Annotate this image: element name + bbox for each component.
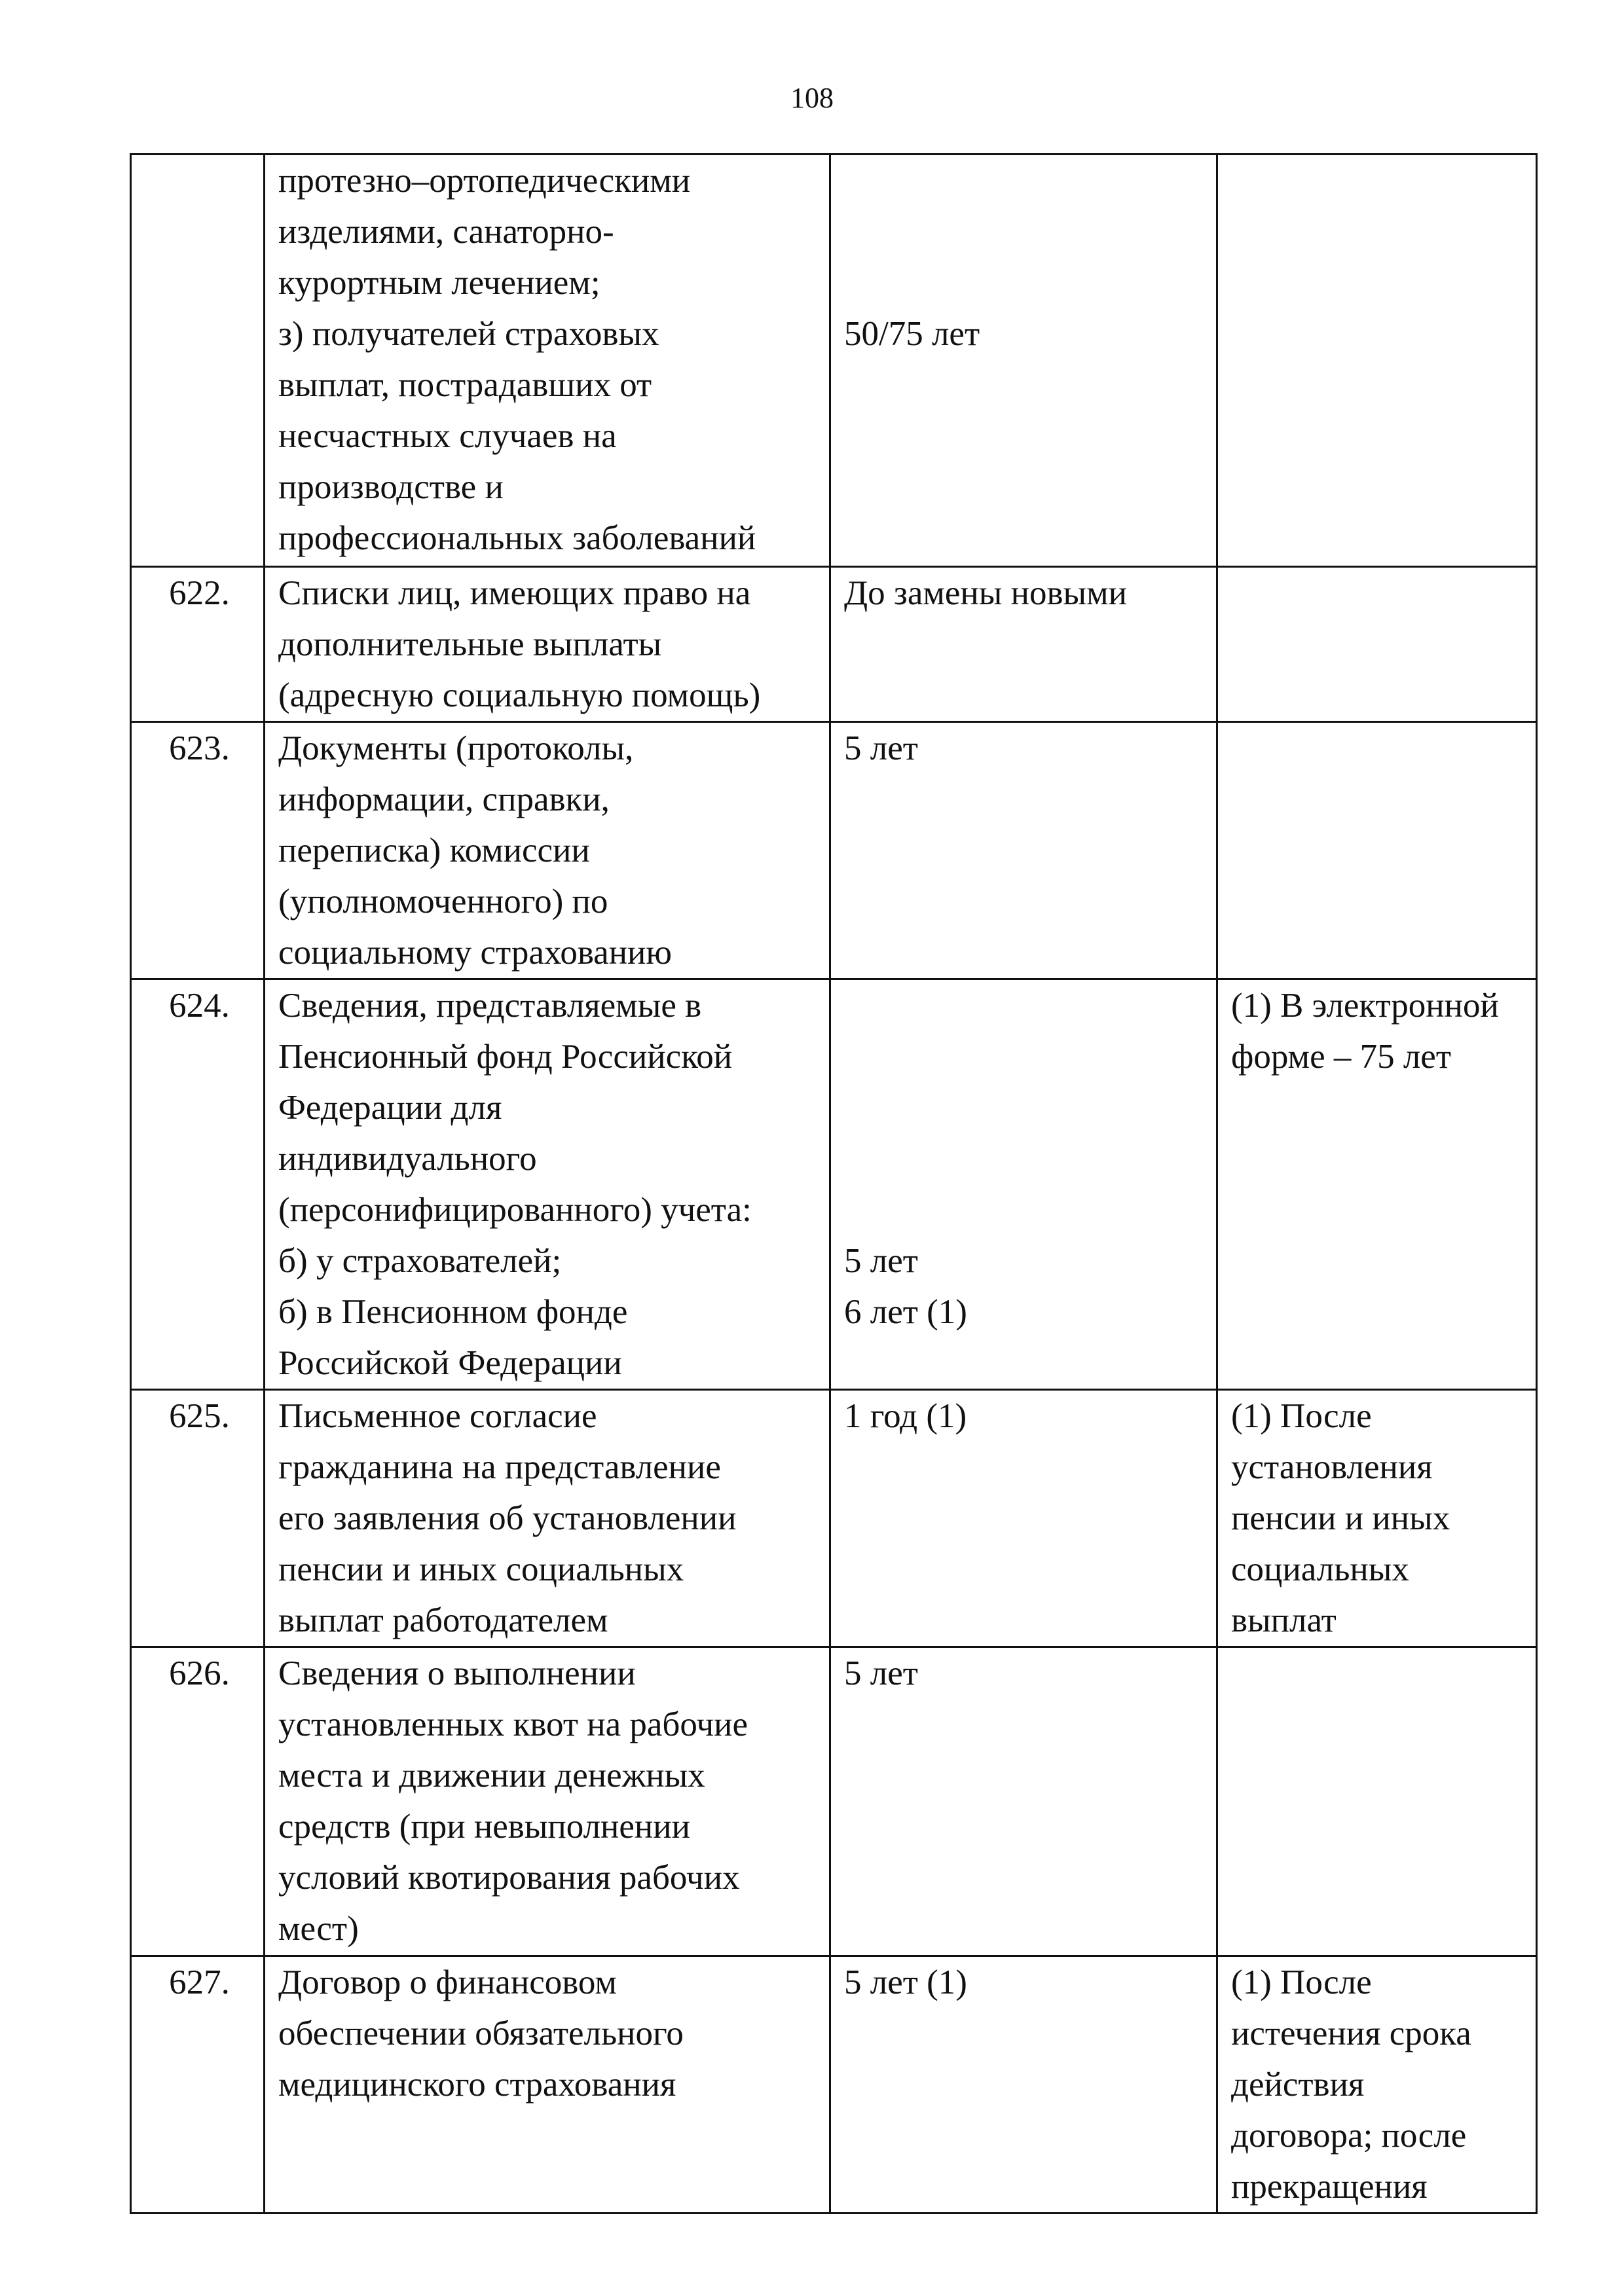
name-line: б) у страхователей; [278,1242,562,1280]
note-line: социальных [1231,1550,1409,1588]
term-line: 6 лет (1) [844,1293,967,1331]
note-line: форме – 75 лет [1231,1038,1451,1076]
row-note-cell [1217,1647,1537,1956]
row-number-cell: 627. [131,1956,265,2214]
row-number-cell: 623. [131,722,265,979]
name-line: социальному страхованию [278,934,673,972]
name-line: установленных квот на рабочие [278,1705,748,1743]
name-line: протезно–ортопедическими [278,162,691,200]
page-number: 108 [790,82,834,114]
row-name-cell [265,567,830,722]
note-line: действия [1231,2066,1365,2104]
name-line: его заявления об установлении [278,1499,737,1537]
table-row [131,155,1537,567]
name-line: индивидуального [278,1140,537,1178]
row-number-cell: 626. [131,1647,265,1956]
row-name-cell [265,722,830,979]
row-note-cell [1217,1390,1537,1647]
note-line: договора; после [1231,2117,1467,2155]
term-line: 5 лет [844,1654,918,1692]
note-line: истечения срока [1231,2014,1471,2052]
row-term-cell [830,979,1217,1390]
name-line: Российской Федерации [278,1344,622,1382]
name-line: курортным лечением; [278,264,600,302]
name-line: мест) [278,1910,359,1948]
name-line: профессиональных заболеваний [278,519,756,557]
name-line: Федерации для [278,1089,502,1127]
row-term-cell [830,155,1217,567]
row-term-cell [830,722,1217,979]
name-line: производстве и [278,468,504,506]
name-line: Списки лиц, имеющих право на [278,574,751,612]
name-line: средств (при невыполнении [278,1808,691,1846]
term-line: 5 лет [844,729,918,767]
name-line: Документы (протоколы, [278,729,634,767]
name-line: дополнительные выплаты [278,625,662,663]
name-line: Договор о финансовом [278,1963,617,2001]
note-line: выплат [1231,1601,1337,1639]
records-retention-table [130,153,1538,2214]
row-number-cell [131,155,265,567]
row-term-cell [830,1390,1217,1647]
row-term-cell [830,567,1217,722]
term-line: 1 год (1) [844,1397,967,1435]
name-line: несчастных случаев на [278,417,617,455]
table-row [131,979,1537,1390]
term-spacer [844,1082,1207,1133]
term-spacer [844,155,1207,206]
row-note-cell [1217,567,1537,722]
name-line: переписка) комиссии [278,831,590,869]
term-spacer [844,1184,1207,1235]
term-line: До замены новыми [844,574,1128,612]
term-spacer [844,980,1207,1031]
row-number-cell: 624. [131,979,265,1390]
name-line: Пенсионный фонд Российской [278,1038,733,1076]
name-line: (адресную социальную помощь) [278,676,761,714]
term-spacer [844,1133,1207,1184]
table-row [131,567,1537,722]
name-line: б) в Пенсионном фонде [278,1293,628,1331]
row-term-cell [830,1647,1217,1956]
name-line: выплат, пострадавших от [278,366,652,404]
name-line: гражданина на представление [278,1448,721,1486]
name-line: изделиями, санаторно- [278,213,614,251]
note-line: (1) После [1231,1963,1372,2001]
row-term-cell [830,1956,1217,2214]
term-spacer [844,257,1207,308]
table-row [131,1647,1537,1956]
row-note-cell [1217,1956,1537,2214]
note-line: пенсии и иных [1231,1499,1450,1537]
row-note-cell [1217,722,1537,979]
name-line: Сведения, представляемые в [278,987,702,1025]
row-name-cell [265,155,830,567]
table-row [131,1956,1537,2214]
name-line: з) получателей страховых [278,315,659,353]
note-line: (1) В электронной [1231,987,1499,1025]
name-line: медицинского страхования [278,2066,676,2104]
name-line: обеспечении обязательного [278,2014,684,2052]
term-line: 5 лет (1) [844,1963,967,2001]
name-line: Письменное согласие [278,1397,597,1435]
row-name-cell [265,1956,830,2214]
note-line: (1) После [1231,1397,1372,1435]
row-name-cell [265,979,830,1390]
table-row [131,1390,1537,1647]
row-number-cell: 625. [131,1390,265,1647]
row-name-cell [265,1647,830,1956]
note-line: установления [1231,1448,1433,1486]
name-line: места и движении денежных [278,1757,705,1795]
row-note-cell [1217,979,1537,1390]
row-number-cell: 622. [131,567,265,722]
name-line: выплат работодателем [278,1601,608,1639]
table-row [131,722,1537,979]
name-line: (персонифицированного) учета: [278,1191,752,1229]
term-line: 5 лет [844,1242,918,1280]
name-line: пенсии и иных социальных [278,1550,684,1588]
table-body [131,155,1537,2214]
name-line: информации, справки, [278,780,610,818]
note-line: прекращения [1231,2168,1428,2206]
term-line: 50/75 лет [844,315,980,353]
name-line: (уполномоченного) по [278,883,608,920]
row-note-cell [1217,155,1537,567]
name-line: Сведения о выполнении [278,1654,636,1692]
term-spacer [844,206,1207,257]
row-name-cell [265,1390,830,1647]
term-spacer [844,1031,1207,1082]
name-line: условий квотирования рабочих [278,1859,740,1897]
